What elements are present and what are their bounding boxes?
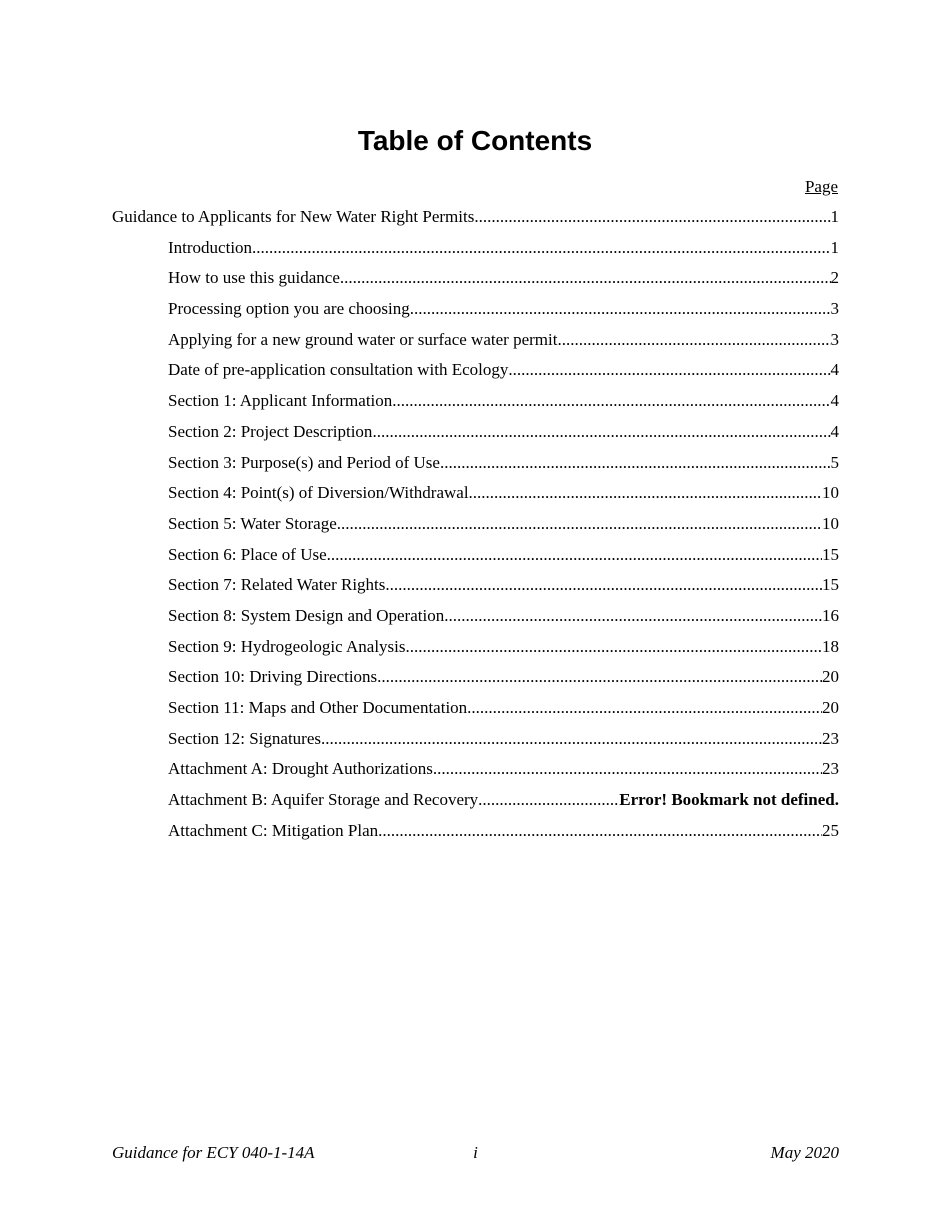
toc-entry-title: Section 4: Point(s) of Diversion/Withdrawal [168,483,469,503]
toc-entry-page-number: 4 [830,360,839,380]
toc-entry-title: Section 9: Hydrogeologic Analysis [168,636,406,656]
toc-entry-page-number: 20 [822,667,839,687]
toc-dot-leader [392,390,830,412]
toc-dot-leader [406,636,822,658]
toc-entry-page-number: 15 [822,544,839,564]
toc-entry[interactable] [112,267,839,298]
toc-entry-title: Attachment A: Drought Authorizations [168,759,433,779]
page-title: Table of Contents [357,125,593,156]
toc-entry[interactable] [112,605,839,636]
footer-page-number: i [473,1143,478,1162]
toc-entry[interactable] [112,758,839,789]
toc-entry-page-number: 18 [822,636,839,656]
toc-entry-title: Section 12: Signatures [168,728,321,748]
toc-dot-leader [321,728,822,750]
toc-dot-leader [478,789,619,811]
toc-entry[interactable] [112,206,839,237]
toc-dot-leader [337,513,822,535]
toc-entry-title: Guidance to Applicants for New Water Right Permits [112,207,475,226]
toc-entry[interactable] [112,298,839,329]
toc-entry-page-number: 5 [830,452,839,472]
toc-entry[interactable] [112,636,839,667]
toc-entry-title: Processing option you are choosing [168,299,410,319]
toc-entry[interactable] [112,359,839,390]
toc-dot-leader [557,329,830,351]
toc-entry-title: Date of pre-application consultation with Ecology [168,360,509,380]
toc-dot-leader [444,605,822,627]
toc-entry-title: Section 2: Project Description [168,421,373,441]
toc-entry[interactable] [112,452,839,483]
toc-entry-page-number: 10 [822,513,839,533]
toc-entry-title: Applying for a new ground water or surface water permit [168,329,558,349]
toc-dot-leader [410,298,831,320]
toc-entry-title: Section 8: System Design and Operation [168,605,445,625]
toc-entry-page-number: 4 [830,421,839,441]
toc-entry-title: Introduction [168,237,253,257]
toc-entry[interactable] [112,237,839,268]
toc-entry-page-number: 23 [822,759,839,779]
toc-entry-page-number: 2 [830,268,839,288]
toc-dot-leader [385,574,822,596]
toc-dot-leader [340,267,831,289]
toc-entry-page-number: 3 [830,299,839,319]
toc-entry[interactable] [112,574,839,605]
toc-dot-leader [252,237,830,259]
toc-entry-page-number: 1 [830,207,839,226]
toc-entry-page-number: 3 [830,329,839,349]
page-column-header: Page [804,177,838,196]
toc-dot-leader [474,206,830,228]
toc-dot-leader [372,421,830,443]
toc-entry[interactable] [112,329,839,360]
table-of-contents [112,206,839,850]
toc-dot-leader [327,544,822,566]
toc-entry[interactable] [112,820,839,851]
toc-dot-leader [469,482,822,504]
toc-dot-leader [508,359,830,381]
toc-entry[interactable] [112,421,839,452]
toc-entry[interactable] [112,697,839,728]
toc-entry-page-number: 16 [822,605,839,625]
toc-entry[interactable] [112,789,839,820]
toc-entry-page-number: 1 [830,237,839,257]
toc-entry[interactable] [112,666,839,697]
toc-entry-page-number: 15 [822,575,839,595]
toc-entry-error-message: Error! Bookmark not defined. [619,790,839,810]
toc-dot-leader [378,820,822,842]
toc-entry-title: Section 5: Water Storage [168,513,337,533]
toc-entry-page-number: 23 [822,728,839,748]
toc-dot-leader [440,452,831,474]
footer-document-id: Guidance for ECY 040-1-14A [112,1143,315,1162]
toc-entry-title: Attachment C: Mitigation Plan [168,820,379,840]
toc-entry-title: Section 7: Related Water Rights [168,575,386,595]
toc-entry[interactable] [112,390,839,421]
toc-entry-title: Section 3: Purpose(s) and Period of Use [168,452,440,472]
toc-entry[interactable] [112,544,839,575]
toc-entry-title: How to use this guidance [168,268,340,288]
toc-entry-title: Section 10: Driving Directions [168,667,378,687]
toc-entry-title: Section 1: Applicant Information [168,391,393,411]
footer-date: May 2020 [770,1143,839,1162]
toc-entry-page-number: 10 [822,483,839,503]
toc-dot-leader [433,758,822,780]
toc-entry[interactable] [112,513,839,544]
toc-entry-page-number: 20 [822,698,839,717]
toc-entry[interactable] [112,482,839,513]
toc-entry-title: Attachment B: Aquifer Storage and Recovery [168,790,479,810]
toc-entry-title: Section 11: Maps and Other Documentation [168,698,468,717]
toc-dot-leader [377,666,822,688]
toc-entry[interactable] [112,728,839,759]
toc-dot-leader [467,697,822,719]
toc-entry-title: Section 6: Place of Use [168,544,327,564]
toc-entry-page-number: 4 [830,391,839,411]
toc-entry-page-number: 25 [822,820,839,840]
